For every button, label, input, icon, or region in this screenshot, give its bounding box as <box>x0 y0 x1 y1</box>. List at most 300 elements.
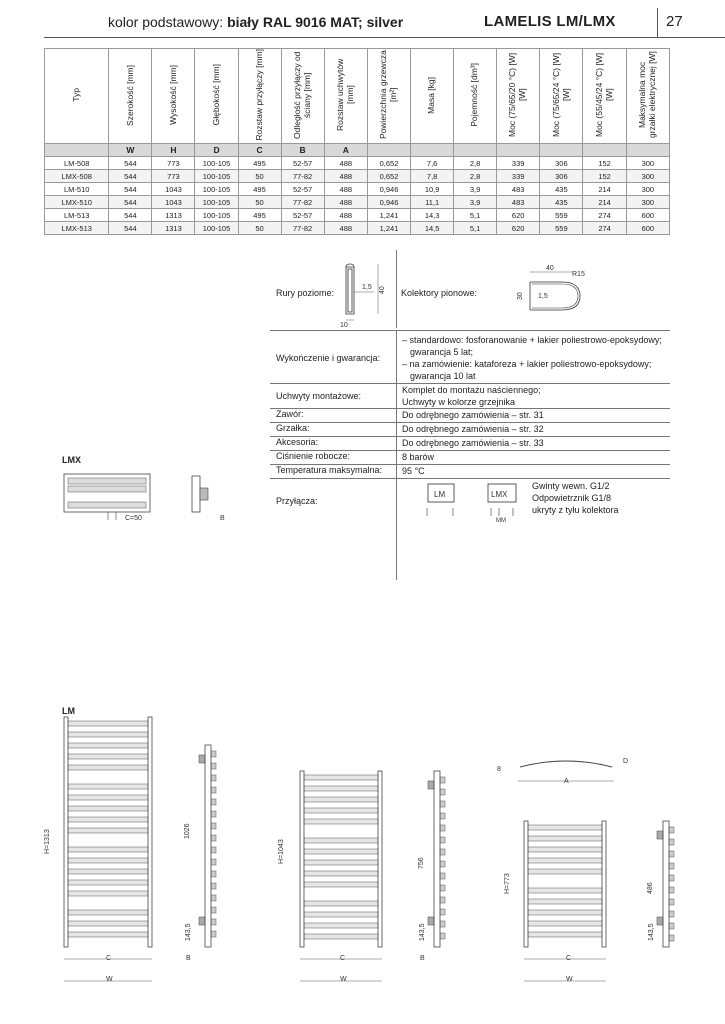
column-header-text: Moc (75/65/20 °C) [W] [W] <box>507 52 528 138</box>
column-header <box>45 49 109 144</box>
uchwyty-label: Uchwyty montażowe: <box>276 391 362 401</box>
lm510-side-tab <box>440 789 445 795</box>
lm508-side-tab <box>669 863 674 869</box>
symbol-cell: B <box>281 144 324 157</box>
przylacza-value <box>532 480 619 516</box>
lm513-side-tab <box>211 871 216 877</box>
symbol-cell <box>540 144 583 157</box>
lm513-collector-right <box>148 717 152 947</box>
akcesoria-value: Do odrębnego zamówienia – str. 33 <box>402 438 544 448</box>
table-cell: 488 <box>324 183 367 196</box>
przy-line-2: Odpowietrznik G1/8 <box>532 493 612 503</box>
temperatura-value: 95 °C <box>402 466 425 476</box>
lm508-side-tab <box>669 899 674 905</box>
table-cell: 559 <box>540 222 583 235</box>
zawor-label: Zawór: <box>276 409 304 419</box>
lm510-side-tab <box>440 885 445 891</box>
table-cell: 488 <box>324 222 367 235</box>
table-cell: 77-82 <box>281 222 324 235</box>
table-row <box>45 196 670 209</box>
dim-1026: 1026 <box>184 823 191 839</box>
przylacza-diagram <box>420 482 540 522</box>
table-cell: 10,9 <box>411 183 454 196</box>
page-number: 27 <box>666 13 683 30</box>
column-header-text: Typ <box>70 88 81 102</box>
lm508-side-tab <box>669 935 674 941</box>
lm508-side-body <box>663 821 669 947</box>
lm510-side-tab <box>440 849 445 855</box>
dim-h773: H=773 <box>504 873 511 894</box>
table-cell: 435 <box>540 183 583 196</box>
table-cell: 77-82 <box>281 170 324 183</box>
lm513-tube <box>68 795 148 800</box>
lm510-tube <box>304 882 378 887</box>
table-cell: 773 <box>152 157 195 170</box>
lm513-side-tab <box>211 763 216 769</box>
table-cell: 483 <box>497 183 540 196</box>
lm513-side-tab <box>211 775 216 781</box>
column-header <box>281 49 324 144</box>
lm508-bracket-top <box>657 831 663 839</box>
dim-b-2: B <box>420 955 425 962</box>
table-row <box>45 209 670 222</box>
table-cell: 495 <box>238 157 281 170</box>
lm510-side-tab <box>440 861 445 867</box>
table-cell: 5,1 <box>454 209 497 222</box>
table-header-row <box>45 49 670 144</box>
przy-line-1: Gwinty wewn. G1/2 <box>532 481 610 491</box>
table-cell: 488 <box>324 209 367 222</box>
column-header <box>497 49 540 144</box>
cisnienie-label: Ciśnienie robocze: <box>276 451 351 461</box>
table-cell: 620 <box>497 209 540 222</box>
lm510-side-tab <box>440 801 445 807</box>
dim-w-3: W <box>566 976 573 983</box>
table-cell: 773 <box>152 170 195 183</box>
lm513-side-tab <box>211 787 216 793</box>
table-cell: 306 <box>540 170 583 183</box>
dim-486: 486 <box>647 882 654 894</box>
spec-table <box>44 48 670 235</box>
table-cell: 100-105 <box>195 157 238 170</box>
dim-w-1: W <box>106 976 113 983</box>
table-cell: 14,5 <box>411 222 454 235</box>
table-cell: 77-82 <box>281 196 324 209</box>
lm510-side-tab <box>440 837 445 843</box>
info-divider <box>396 250 397 328</box>
table-cell: 50 <box>238 196 281 209</box>
symbol-cell <box>45 144 109 157</box>
column-header <box>367 49 410 144</box>
lm508-tube <box>528 899 602 904</box>
dim-a: A <box>564 778 569 785</box>
przylacza-label: Przyłącza: <box>276 496 318 506</box>
table-symbol-row <box>45 144 670 157</box>
dim-b: B <box>220 515 225 522</box>
table-cell: 600 <box>626 222 669 235</box>
lm510-collector-left <box>300 771 304 947</box>
table-cell: 11,1 <box>411 196 454 209</box>
lm508-tube <box>528 825 602 830</box>
column-header-text: Powierzchnia grzewcza [m²] <box>378 50 398 140</box>
table-cell: 0,652 <box>367 170 410 183</box>
lm510-bracket-top <box>428 781 434 789</box>
table-cell: 495 <box>238 209 281 222</box>
table-cell: 100-105 <box>195 183 238 196</box>
dim-40-b: 40 <box>546 265 554 272</box>
lm513-side-tab <box>211 883 216 889</box>
table-cell: 488 <box>324 157 367 170</box>
column-header <box>540 49 583 144</box>
dim-1435-c: 143,5 <box>648 923 655 941</box>
lm513-tube <box>68 817 148 822</box>
header-rule <box>44 37 725 38</box>
lm513-tube <box>68 932 148 937</box>
lm513-side-tab <box>211 847 216 853</box>
lm508-tube <box>528 888 602 893</box>
lm510-tube <box>304 860 378 865</box>
table-cell: 544 <box>109 196 152 209</box>
table-cell: 600 <box>626 209 669 222</box>
lm513-bracket-top <box>199 755 205 763</box>
dim-8: 8 <box>497 766 501 773</box>
cisnienie-value: 8 barów <box>402 452 435 462</box>
lm513-tube <box>68 721 148 726</box>
dim-1435-a: 143,5 <box>185 923 192 941</box>
header-divider <box>657 8 658 38</box>
lm513-side-tab <box>211 799 216 805</box>
zawor-value: Do odrębnego zamówienia – str. 31 <box>402 410 544 420</box>
dim-756: 756 <box>418 857 425 869</box>
table-cell: 544 <box>109 183 152 196</box>
wyk-line-4: gwarancja 10 lat <box>410 371 476 381</box>
table-cell: 7,8 <box>411 170 454 183</box>
table-cell: 100-105 <box>195 196 238 209</box>
lm510-tube <box>304 934 378 939</box>
column-header-text: Szerokość [mm] <box>124 64 135 126</box>
column-header-text: Głębokość [mm] <box>210 64 221 126</box>
column-header <box>109 49 152 144</box>
column-header <box>324 49 367 144</box>
przy-line-3: ukryty z tyłu kolektora <box>532 505 619 515</box>
lm510-side-tab <box>440 909 445 915</box>
lm510-side-tab <box>440 897 445 903</box>
lm510-side-tab <box>440 825 445 831</box>
lm510-tube <box>304 912 378 917</box>
lm513-tube <box>68 858 148 863</box>
table-cell: 0,652 <box>367 157 410 170</box>
table-cell: 214 <box>583 183 626 196</box>
column-header-text: Moc (55/45/24 °C) [W] [W] <box>593 52 614 138</box>
table-cell: 495 <box>238 183 281 196</box>
table-cell: 7,6 <box>411 157 454 170</box>
dim-1-5-b: 1,5 <box>538 293 548 300</box>
lm508-side-tab <box>669 839 674 845</box>
lm513-tube <box>68 847 148 852</box>
wykonczenie-value <box>402 334 662 382</box>
table-cell: 544 <box>109 157 152 170</box>
grzalka-value: Do odrębnego zamówienia – str. 32 <box>402 424 544 434</box>
dim-1-5: 1,5 <box>362 284 372 291</box>
lm508-tube <box>528 858 602 863</box>
lm513-tube <box>68 784 148 789</box>
column-header-text: Maksymalna moc grzałki elektrycznej [W] <box>637 51 657 139</box>
dim-r15: R15 <box>572 271 585 278</box>
table-cell: 544 <box>109 170 152 183</box>
uchwyty-value <box>402 384 541 408</box>
table-cell: 50 <box>238 222 281 235</box>
dim-h1043: H=1043 <box>278 839 285 864</box>
lm513-bracket-bottom <box>199 917 205 925</box>
table-row <box>45 222 670 235</box>
lm513-collector-left <box>64 717 68 947</box>
lm513-side-tab <box>211 751 216 757</box>
table-cell: 300 <box>626 183 669 196</box>
table-cell: 0,946 <box>367 196 410 209</box>
table-cell: 1313 <box>152 222 195 235</box>
column-header-text: Wysokość [mm] <box>167 65 178 125</box>
table-cell: 3,9 <box>454 183 497 196</box>
lm508-bracket-bottom <box>657 917 663 925</box>
dim-c-1: C <box>106 955 112 962</box>
kolektory-label: Kolektory pionowe: <box>401 288 478 298</box>
table-cell: 306 <box>540 157 583 170</box>
table-cell: 1313 <box>152 209 195 222</box>
table-cell: LM-510 <box>45 183 109 196</box>
symbol-cell: C <box>238 144 281 157</box>
table-cell: 1,241 <box>367 222 410 235</box>
table-cell: 214 <box>583 196 626 209</box>
table-cell: 52-57 <box>281 157 324 170</box>
lm508-side-tab <box>669 875 674 881</box>
table-cell: 100-105 <box>195 222 238 235</box>
color-prefix: kolor podstawowy: <box>108 14 228 30</box>
dim-40: 40 <box>379 286 386 294</box>
column-header <box>626 49 669 144</box>
table-cell: 274 <box>583 222 626 235</box>
lm508-tube <box>528 910 602 915</box>
wyk-line-1: – standardowo: fosforanowanie + lakier poliestrowo-epoksydowy; <box>402 335 662 345</box>
lmx-label: LMX <box>62 455 81 465</box>
lm510-collector-right <box>378 771 382 947</box>
lm508-tube <box>528 869 602 874</box>
symbol-cell: A <box>324 144 367 157</box>
rule <box>270 478 670 479</box>
grzalka-label: Grzałka: <box>276 423 310 433</box>
lm513-side-tab <box>211 835 216 841</box>
rury-diagram <box>338 262 398 330</box>
rury-label: Rury poziome: <box>276 288 335 298</box>
rule <box>270 330 670 331</box>
table-cell: 1,241 <box>367 209 410 222</box>
table-row <box>45 157 670 170</box>
column-header <box>454 49 497 144</box>
lm513-tube <box>68 765 148 770</box>
lm510-tube <box>304 797 378 802</box>
lm510-side-tab <box>440 873 445 879</box>
symbol-cell: H <box>152 144 195 157</box>
table-cell: 559 <box>540 209 583 222</box>
symbol-cell: W <box>109 144 152 157</box>
lm508-tube <box>528 921 602 926</box>
lm513-tube <box>68 754 148 759</box>
lm-label: LM <box>62 706 75 716</box>
lm510-tube <box>304 871 378 876</box>
table-cell: 50 <box>238 170 281 183</box>
table-cell: 52-57 <box>281 183 324 196</box>
lm508-side-tab <box>669 911 674 917</box>
table-cell: 5,1 <box>454 222 497 235</box>
lm513-side-tab <box>211 811 216 817</box>
table-cell: 339 <box>497 170 540 183</box>
lm510-side-tab <box>440 777 445 783</box>
lm513-side-tab <box>211 907 216 913</box>
lm510-side-tab <box>440 921 445 927</box>
table-cell: 100-105 <box>195 170 238 183</box>
table-cell: 3,9 <box>454 196 497 209</box>
lm513-tube <box>68 910 148 915</box>
dim-c-3: C <box>566 955 572 962</box>
dim-w-2: W <box>340 976 347 983</box>
lm510-tube <box>304 819 378 824</box>
lm510-tube <box>304 838 378 843</box>
table-cell: 544 <box>109 209 152 222</box>
table-cell: 339 <box>497 157 540 170</box>
column-header <box>195 49 238 144</box>
akcesoria-label: Akcesoria: <box>276 437 319 447</box>
table-cell: LMX-508 <box>45 170 109 183</box>
lm513-tube <box>68 921 148 926</box>
table-cell: 274 <box>583 209 626 222</box>
table-cell: LMX-510 <box>45 196 109 209</box>
table-cell: 300 <box>626 157 669 170</box>
lm508-side-tab <box>669 887 674 893</box>
lm513-side-tab <box>211 859 216 865</box>
table-cell: LM-513 <box>45 209 109 222</box>
table-cell: 300 <box>626 170 669 183</box>
table-cell: 152 <box>583 170 626 183</box>
column-header <box>238 49 281 144</box>
table-row <box>45 183 670 196</box>
table-cell: LMX-513 <box>45 222 109 235</box>
lm513-side-tab <box>211 895 216 901</box>
wykonczenie-label: Wykończenie i gwarancja: <box>276 353 380 363</box>
lm513-tube <box>68 743 148 748</box>
table-cell: LM-508 <box>45 157 109 170</box>
column-header-text: Moc (75/65/24 °C) [W] [W] <box>550 52 571 138</box>
kolektory-diagram <box>502 262 602 322</box>
lm508-side-tab <box>669 827 674 833</box>
table-cell: 435 <box>540 196 583 209</box>
dim-10: 10 <box>340 322 348 329</box>
lm510-bracket-bottom <box>428 917 434 925</box>
symbol-cell <box>367 144 410 157</box>
lm513-tube <box>68 880 148 885</box>
uch-line-2: Uchwyty w kolorze grzejnika <box>402 397 516 407</box>
color-info <box>108 14 403 30</box>
mm-label: MM <box>496 518 506 524</box>
lm513-side-tab <box>211 919 216 925</box>
lm508-tube <box>528 847 602 852</box>
lm508-tube <box>528 932 602 937</box>
lm508-collector-right <box>602 821 606 947</box>
column-header-text: Odległość przyłączy od ściany [mm] <box>291 51 312 139</box>
symbol-cell <box>411 144 454 157</box>
column-header-text: Rozstaw uchwytów [mm] <box>335 58 355 132</box>
lm510-tube <box>304 775 378 780</box>
table-cell: 488 <box>324 170 367 183</box>
lm508-collector-left <box>524 821 528 947</box>
lm513-tube <box>68 869 148 874</box>
table-cell: 544 <box>109 222 152 235</box>
lm513-side-body <box>205 745 211 947</box>
lm513-tube <box>68 828 148 833</box>
column-header <box>411 49 454 144</box>
lm513-side-tab <box>211 823 216 829</box>
column-header <box>583 49 626 144</box>
dim-d: D <box>623 758 629 765</box>
symbol-cell: D <box>195 144 238 157</box>
dim-c50: C=50 <box>125 515 142 522</box>
symbol-cell <box>626 144 669 157</box>
column-header <box>152 49 195 144</box>
lmx-box-label: LMX <box>491 490 508 499</box>
table-cell: 14,3 <box>411 209 454 222</box>
lm510-side-tab <box>440 933 445 939</box>
dim-b-1: B <box>186 955 191 962</box>
table-cell: 483 <box>497 196 540 209</box>
symbol-cell <box>454 144 497 157</box>
dim-c-2: C <box>340 955 346 962</box>
column-header-text: Rozstaw przyłączy [mm] <box>253 49 264 141</box>
color-values: biały RAL 9016 MAT; silver <box>227 14 404 30</box>
table-cell: 100-105 <box>195 209 238 222</box>
lm510-tube <box>304 849 378 854</box>
lm508-side-tab <box>669 851 674 857</box>
page-title: LAMELIS LM/LMX <box>484 13 616 30</box>
wyk-line-2: gwarancja 5 lat; <box>410 347 474 357</box>
lm513-tube <box>68 806 148 811</box>
wyk-line-3: – na zamówienie: kataforeza + lakier poliestrowo-epoksydowy; <box>402 359 652 369</box>
lm513-tube <box>68 732 148 737</box>
table-cell: 2,8 <box>454 170 497 183</box>
lm510-tube <box>304 923 378 928</box>
temperatura-label: Temperatura maksymalna: <box>276 465 383 475</box>
table-cell: 52-57 <box>281 209 324 222</box>
top-view-arc <box>520 761 612 767</box>
table-cell: 1043 <box>152 183 195 196</box>
lm508-side-tab <box>669 923 674 929</box>
symbol-cell <box>497 144 540 157</box>
lm-box-label: LM <box>434 490 446 499</box>
lmx-drawing <box>62 470 232 525</box>
table-cell: 1043 <box>152 196 195 209</box>
dim-1435-b: 143,5 <box>419 923 426 941</box>
lm508-tube <box>528 836 602 841</box>
table-cell: 2,8 <box>454 157 497 170</box>
table-cell: 152 <box>583 157 626 170</box>
lm-drawings <box>0 715 725 1015</box>
lm510-side-body <box>434 771 440 947</box>
table-cell: 488 <box>324 196 367 209</box>
table-row <box>45 170 670 183</box>
dim-h1313: H=1313 <box>44 829 51 854</box>
table-cell: 0,946 <box>367 183 410 196</box>
table-cell: 300 <box>626 196 669 209</box>
uch-line-1: Komplet do montażu naściennego; <box>402 385 541 395</box>
lm513-tube <box>68 891 148 896</box>
table-cell: 620 <box>497 222 540 235</box>
